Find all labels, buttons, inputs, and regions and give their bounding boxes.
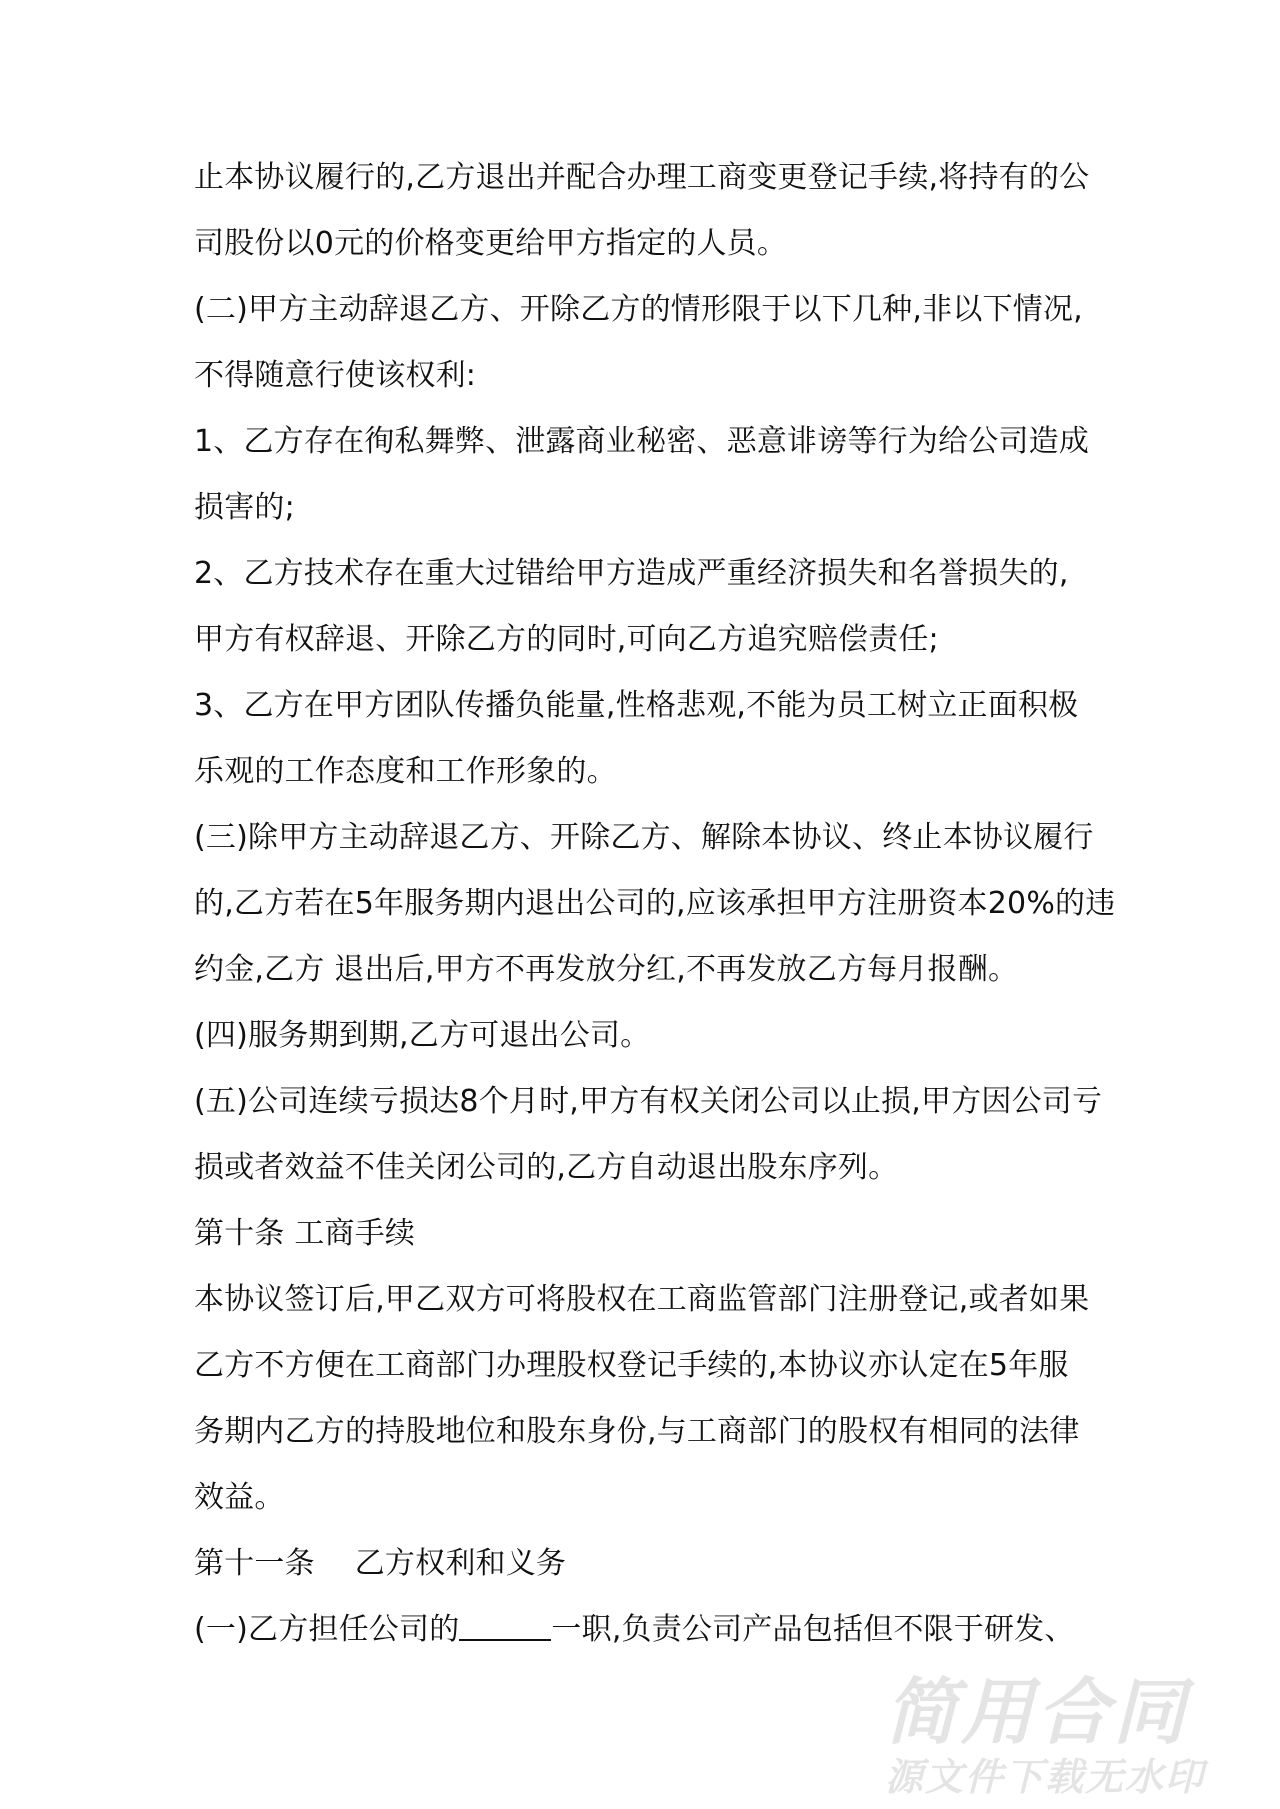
text-line: 本协议签订后,甲乙双方可将股权在工商监管部门注册登记,或者如果 [194,1282,1090,1317]
text-before-blank: (一)乙方担任公司的 [194,1612,460,1647]
text-line: 3、乙方在甲方团队传播负能量,性格悲观,不能为员工树立正面积极 [194,688,1079,723]
fill-in-blank [459,1609,551,1641]
text-line: 损害的; [194,490,295,525]
text-line: 甲方有权辞退、开除乙方的同时,可向乙方追究赔偿责任; [194,622,939,657]
text-line: 不得随意行使该权利: [194,358,477,393]
text-line: (三)除甲方主动辞退乙方、开除乙方、解除本协议、终止本协议履行 [194,820,1094,855]
watermark-subtitle: 源文件下载无水印 [885,1755,1206,1799]
text-line: 1、乙方存在徇私舞弊、泄露商业秘密、恶意诽谤等行为给公司造成 [194,424,1090,459]
text-line: (五)公司连续亏损达8个月时,甲方有权关闭公司以止损,甲方因公司亏 [194,1084,1103,1119]
section-heading: 第十条 工商手续 [194,1216,416,1251]
text-line: 乙方不方便在工商部门办理股权登记手续的,本协议亦认定在5年服 [194,1348,1069,1383]
text-line: (四)服务期到期,乙方可退出公司。 [194,1018,651,1053]
text-line: (二)甲方主动辞退乙方、开除乙方的情形限于以下几种,非以下情况, [194,292,1083,327]
text-line: 效益。 [194,1480,285,1515]
section-heading: 第十一条 乙方权利和义务 [194,1546,567,1581]
text-line: 乐观的工作态度和工作形象的。 [194,754,617,789]
text-line-with-blank [194,1597,1194,1663]
text-line: 的,乙方若在5年服务期内退出公司的,应该承担甲方注册资本20%的违 [194,886,1116,921]
text-line: 损或者效益不佳关闭公司的,乙方自动退出股东序列。 [194,1150,899,1185]
text-line: 务期内乙方的持股地位和股东身份,与工商部门的股权有相同的法律 [194,1414,1080,1449]
watermark-logo: 简用合同 [885,1670,1190,1754]
document-body [194,145,1194,1663]
text-after-blank: 一职,负责公司产品包括但不限于研发、 [551,1612,1075,1647]
text-line: 止本协议履行的,乙方退出并配合办理工商变更登记手续,将持有的公 [194,160,1090,195]
text-line: 司股份以0元的价格变更给甲方指定的人员。 [194,226,788,261]
text-line: 约金,乙方 退出后,甲方不再发放分红,不再发放乙方每月报酬。 [194,952,1019,987]
text-line: 2、乙方技术存在重大过错给甲方造成严重经济损失和名誉损失的, [194,556,1069,591]
